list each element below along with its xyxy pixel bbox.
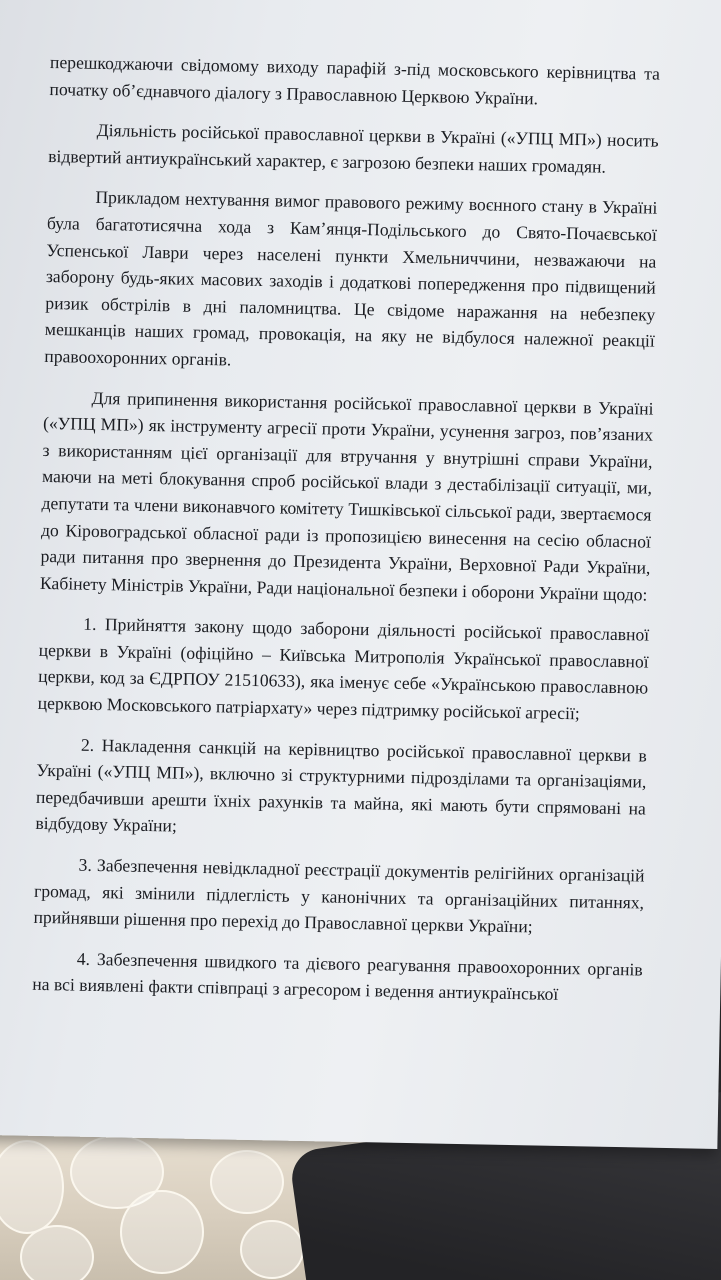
paragraph-continuation: перешкоджаючи свідомому виходу парафій з-під московського керівництва та початку об’єднавчого діалогу з Православною Церквою України.: [49, 51, 661, 108]
lace-flower: [120, 1190, 204, 1274]
paragraph-appeal: Для припинення використання російської православної церкви в Україні («УПЦ МП») як інструменту агресії проти України, усунення загроз, пов’язаних з використанням цієї організації для втручання у внутрішні справи України, маючи на меті блокування спроб російської влади з дестабілізації ситуації, ми, депутати та члени виконавчого комітету Тишківської сільської ради, звертаємося до Кіровоградської обласної ради із пропозицією винесення на сесію обласної ради питання про звернення до Президента України, Верховної Ради України, Кабінету Міністрів України, Ради національної безпеки і оборони України щодо:: [39, 387, 654, 605]
lace-flower: [240, 1220, 304, 1279]
lace-flower: [20, 1225, 94, 1280]
list-item-2: 2. Накладення санкцій на керівництво російської православної церкви в Україні («УПЦ МП»), включно зі структурними підрозділами та організаціями, передбачивши арешти їхніх рахунків та майна, які мають бути спрямовані на відбудову України;: [35, 734, 648, 836]
lace-flower: [210, 1150, 284, 1214]
paragraph-procession-example: Прикладом нехтування вимог правового режиму воєнного стану в Україні була багатотисячна хода з Кам’янця-Подільського до Свято-Почаєвської Успенської Лаври через населені пункти Хмельниччини, незважаючи на заборону будь-яких масових заходів і додаткові попередження про підвищений ризик обстрілів в дні паломництва. Це свідоме наражання на небезпеку мешканців наших громад, провокація, на яку не відбулося належної реакції правоохоронних органів.: [44, 187, 658, 370]
list-item-3: 3. Забезпечення невідкладної реєстрації документів релігійних організацій громад, які змінили підлеглість у канонічних та організаційних питаннях, прийнявши рішення про перехід до Православної церкви України;: [33, 854, 645, 937]
paragraph-upc-activity: Діяльність російської православної церкви в Україні («УПЦ МП») носить відвертий антиукраїнський характер, є загрозою безпеки наших громадян.: [48, 120, 659, 177]
document-body: [32, 49, 660, 1024]
list-item-4: 4. Забезпечення швидкого та дієвого реагування правоохоронних органів на всі виявлені факти співпраці з агресором і ведення антиукраїнської: [32, 948, 643, 1005]
list-item-1: 1. Прийняття закону щодо заборони діяльності російської православної церкви в Україні (офіційно – Київська Митрополія Української православної церкви, код за ЄДРПОУ 21510633), яка іменує себе «Українською православною церквою Московського патріархату» через підтримку російської агресії;: [37, 614, 650, 724]
